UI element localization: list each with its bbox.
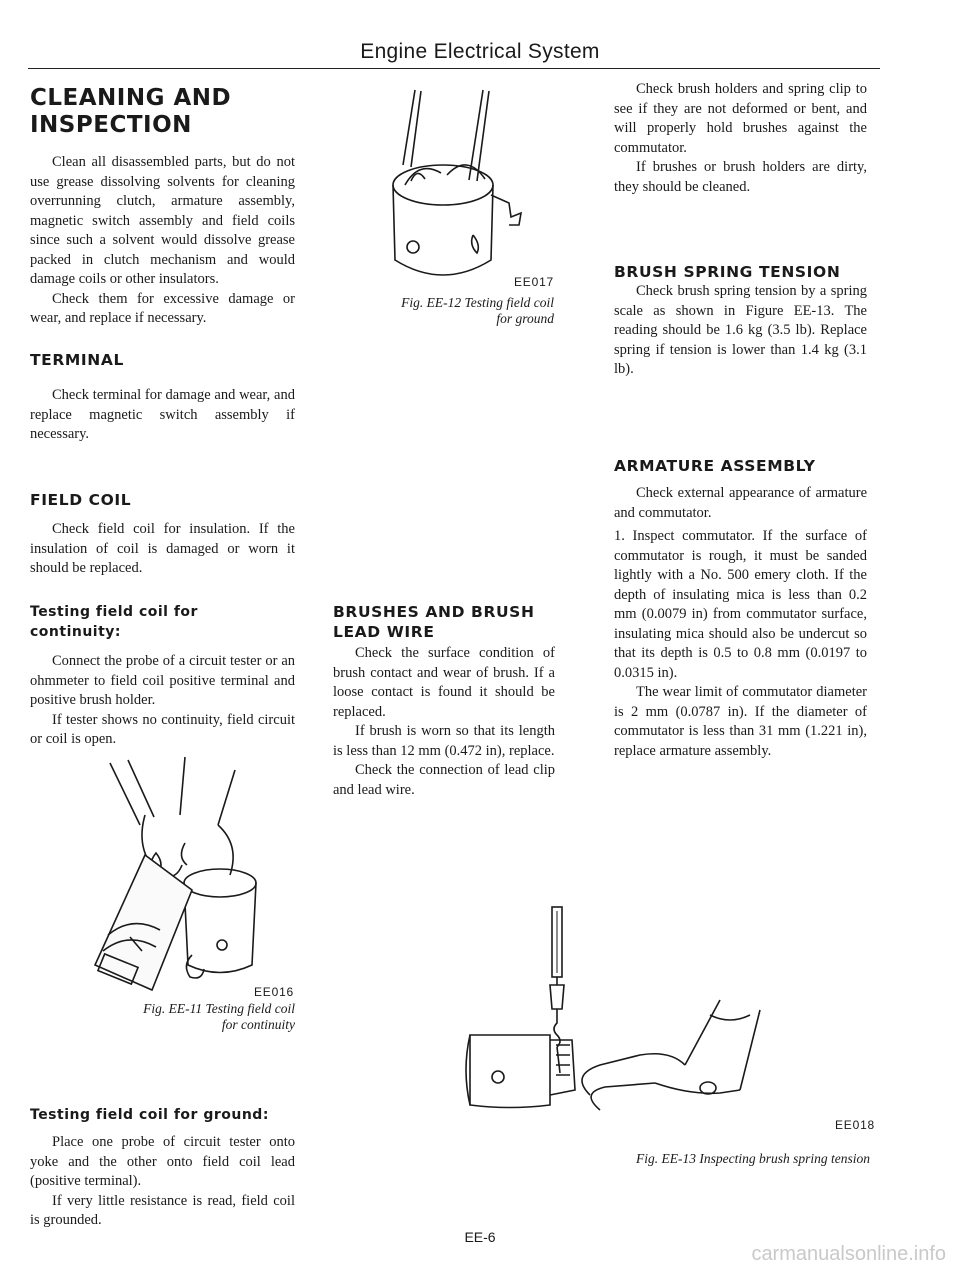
field-coil-section bbox=[30, 490, 295, 579]
fig13-code: EE018 bbox=[835, 1118, 876, 1132]
fig12-caption-line2: for ground bbox=[496, 311, 554, 326]
watermark: carmanualsonline.info bbox=[751, 1243, 946, 1265]
continuity-paragraph-2: If tester shows no continuity, field circuit or coil is open. bbox=[30, 711, 295, 747]
heading-cleaning-inspection: CLEANING AND INSPECTION bbox=[30, 85, 232, 138]
cleaning-paragraph-2: Check them for excessive damage or wear, and replace if necessary. bbox=[30, 290, 295, 326]
page-number: EE-6 bbox=[464, 1229, 496, 1245]
fig13-caption: Fig. EE-13 Inspecting brush spring tension bbox=[636, 1151, 870, 1166]
spring-tension-paragraph: Check brush spring tension by a spring scale as shown in Figure EE-13. The reading should be 1.6 kg (3.5 lb). Replace spring if tension is lower than 1.4 kg (3.1 lb). bbox=[614, 283, 867, 377]
fig12-code: EE017 bbox=[514, 275, 555, 289]
heading-brushes: BRUSHES AND BRUSH LEAD WIRE bbox=[333, 603, 535, 641]
figure-ee13-spring-tension bbox=[440, 905, 790, 1115]
cleaning-paragraph-1: Clean all disassembled parts, but do not use grease dissolving solvents for cleaning overrunning clutch, armature assembly, magnetic switch assembly and field coils since such a solvent would dissolve grease packed in clutch mechanism and would damage coils or other insulators. bbox=[30, 154, 295, 287]
left-column bbox=[30, 85, 295, 329]
brush-holders-paragraph-2: If brushes or brush holders are dirty, they should be cleaned. bbox=[614, 159, 867, 195]
header-rule bbox=[28, 68, 880, 69]
heading-terminal: TERMINAL bbox=[30, 351, 124, 369]
heading-armature-assembly: ARMATURE ASSEMBLY bbox=[614, 457, 816, 475]
ground-paragraph-1: Place one probe of circuit tester onto yoke and the other onto field coil lead (positive terminal). bbox=[30, 1134, 295, 1189]
field-coil-paragraph: Check field coil for insulation. If the insulation of coil is damaged or worn it should be replaced. bbox=[30, 521, 295, 576]
brushes-section bbox=[333, 602, 555, 800]
armature-paragraph-1: Check external appearance of armature and commutator. bbox=[614, 485, 867, 521]
spring-tension-section bbox=[614, 262, 867, 380]
fig11-caption-line1: Fig. EE-11 Testing field coil bbox=[143, 1001, 295, 1016]
armature-paragraph-2: 1. Inspect commutator. If the surface of commutator is rough, it must be sanded lightly with a No. 500 emery cloth. If the depth of insulating mica is less than 0.2 mm (0.0079 in) from commutator surface, insulating mica should also be undercut so that its depth is 0.5 to 0.8 mm (0.0197 to 0.0315 in). bbox=[614, 528, 867, 681]
fig12-caption-line1: Fig. EE-12 Testing field coil bbox=[401, 295, 554, 310]
brushes-paragraph-1: Check the surface condition of brush contact and wear of brush. If a loose contact is found it should be replaced. bbox=[333, 645, 555, 720]
ground-section bbox=[30, 1105, 295, 1231]
fig11-code: EE016 bbox=[254, 985, 295, 999]
figure-ee11-continuity-test bbox=[70, 755, 285, 1000]
continuity-paragraph-1: Connect the probe of a circuit tester or an ohmmeter to field coil positive terminal and positive brush holder. bbox=[30, 653, 295, 708]
terminal-paragraph: Check terminal for damage and wear, and replace magnetic switch assembly if necessary. bbox=[30, 387, 295, 442]
armature-paragraph-3: The wear limit of commutator diameter is 2 mm (0.0787 in). If the diameter of commutator is less than 31 mm (1.221 in), replace armature assembly. bbox=[614, 684, 867, 759]
heading-testing-continuity: Testing field coil for continuity: bbox=[30, 604, 198, 640]
ground-paragraph-2: If very little resistance is read, field coil is grounded. bbox=[30, 1192, 295, 1228]
figure-ee12-ground-test bbox=[385, 85, 525, 290]
continuity-section bbox=[30, 602, 295, 750]
terminal-section bbox=[30, 350, 295, 445]
heading-testing-ground: Testing field coil for ground: bbox=[30, 1107, 269, 1123]
heading-brush-spring-tension: BRUSH SPRING TENSION bbox=[614, 263, 841, 281]
heading-field-coil: FIELD COIL bbox=[30, 491, 132, 509]
armature-section bbox=[614, 456, 867, 761]
brushes-paragraph-2: If brush is worn so that its length is less than 12 mm (0.472 in), replace. bbox=[333, 723, 555, 759]
brushes-paragraph-3: Check the connection of lead clip and lead wire. bbox=[333, 762, 555, 798]
brush-holders-paragraph-1: Check brush holders and spring clip to see if they are not deformed or bent, and will properly hold brushes against the commutator. bbox=[614, 81, 867, 156]
brush-holders-section bbox=[614, 80, 867, 197]
page-header-title: Engine Electrical System bbox=[360, 40, 600, 63]
fig11-caption-line2: for continuity bbox=[221, 1017, 295, 1032]
